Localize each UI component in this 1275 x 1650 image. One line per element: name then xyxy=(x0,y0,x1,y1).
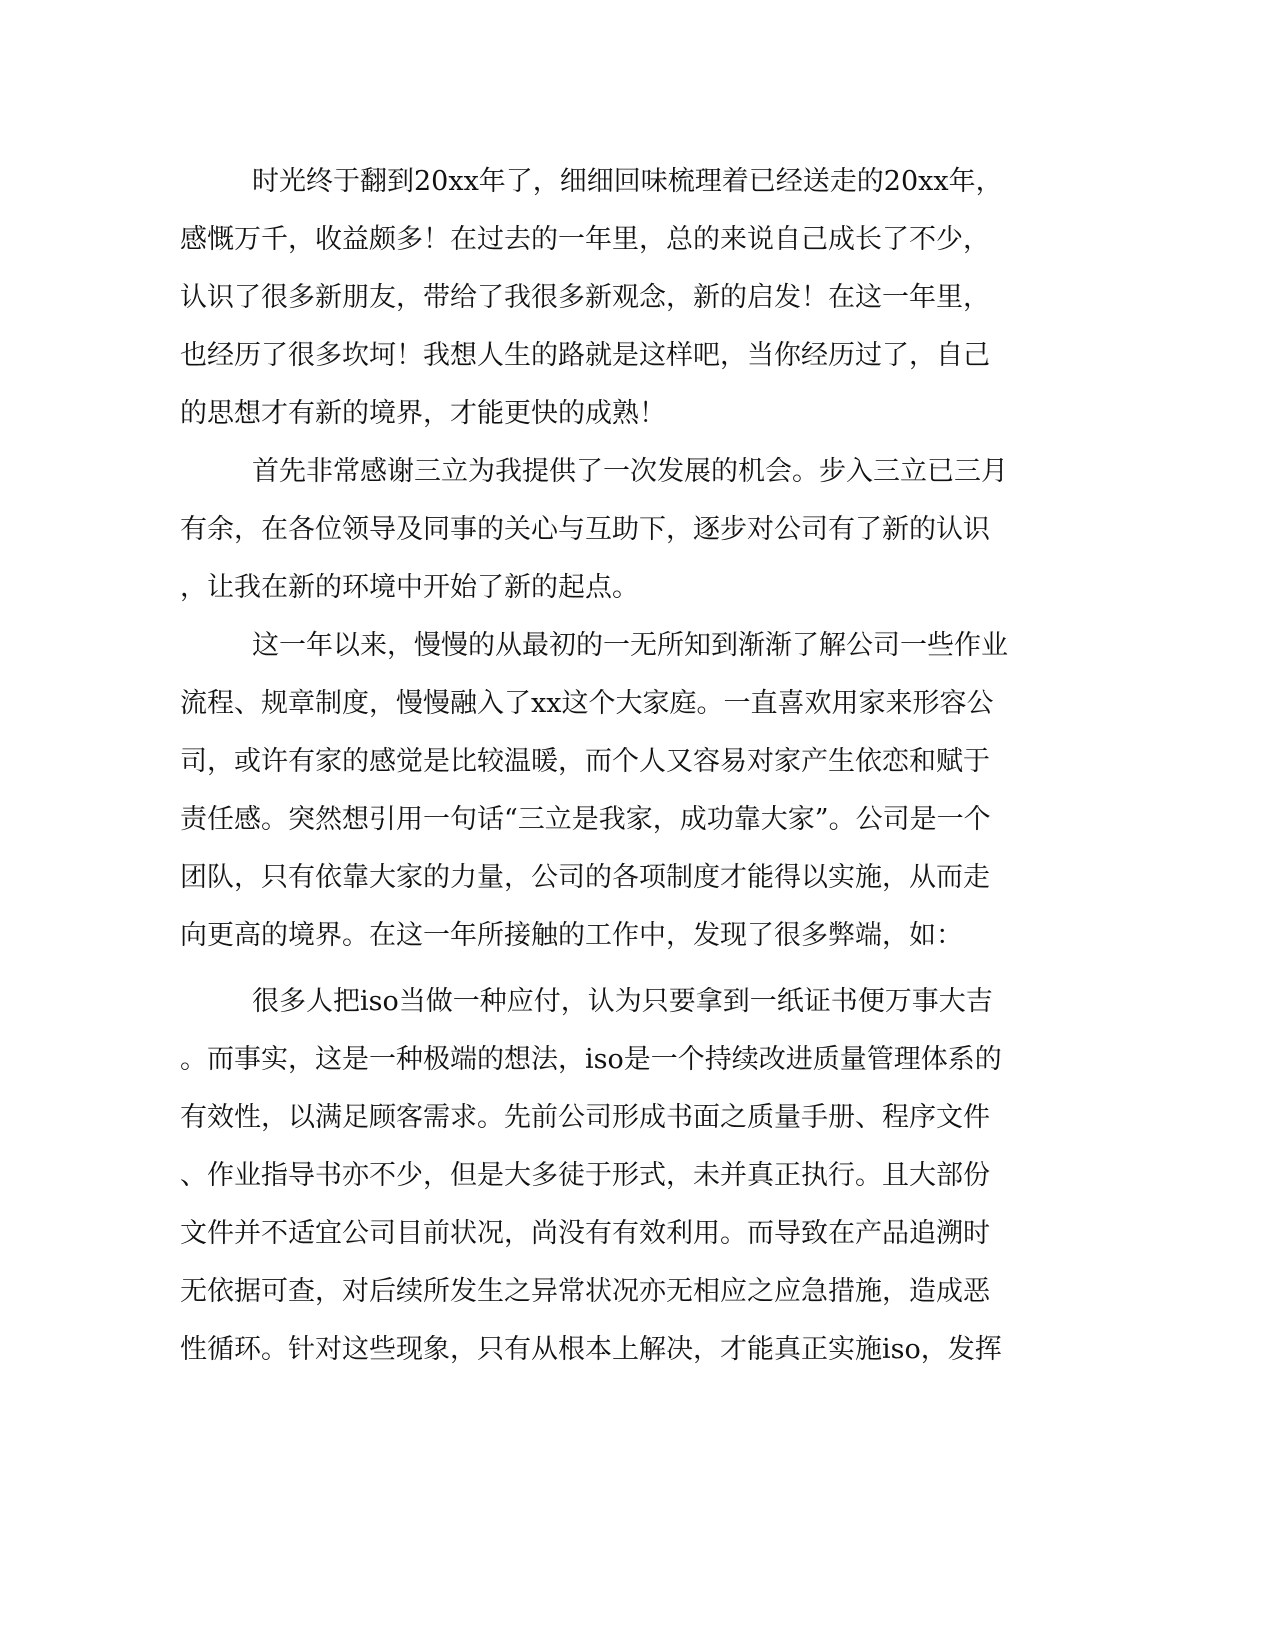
line-text: 流程、规章制度，慢慢融入了xx这个大家庭。一直喜欢用家来形容公 xyxy=(180,688,994,719)
paragraph-line xyxy=(0,800,1275,840)
paragraph-line xyxy=(0,684,1275,724)
paragraph-line xyxy=(0,1214,1275,1254)
line-text: 。而事实，这是一种极端的想法，iso是一个持续改进质量管理体系的 xyxy=(180,1044,1002,1075)
line-text: 也经历了很多坎坷！我想人生的路就是这样吧，当你经历过了，自己 xyxy=(180,340,990,371)
paragraph-line xyxy=(0,394,1275,434)
line-text: 首先非常感谢三立为我提供了一次发展的机会。步入三立已三月 xyxy=(252,456,1008,487)
line-text: ，让我在新的环境中开始了新的起点。 xyxy=(180,572,639,603)
paragraph-line xyxy=(0,1040,1275,1080)
paragraph-line xyxy=(0,568,1275,608)
line-text: 向更高的境界。在这一年所接触的工作中，发现了很多弊端，如： xyxy=(180,920,963,951)
paragraph-line xyxy=(0,916,1275,956)
paragraph-line xyxy=(0,220,1275,260)
line-text: 文件并不适宜公司目前状况，尚没有有效利用。而导致在产品追溯时 xyxy=(180,1218,990,1249)
paragraph-line xyxy=(0,278,1275,318)
line-text: 司，或许有家的感觉是比较温暖，而个人又容易对家产生依恋和赋于 xyxy=(180,746,990,777)
paragraph-line xyxy=(0,1098,1275,1138)
line-text: 责任感。突然想引用一句话“三立是我家，成功靠大家”。公司是一个 xyxy=(180,804,991,835)
line-text: 时光终于翻到20xx年了，细细回味梳理着已经送走的20xx年， xyxy=(252,166,1003,197)
line-text: 无依据可查，对后续所发生之异常状况亦无相应之应急措施，造成恶 xyxy=(180,1276,990,1307)
line-text: 很多人把iso当做一种应付，认为只要拿到一纸证书便万事大吉 xyxy=(252,986,993,1017)
paragraph-line xyxy=(0,742,1275,782)
paragraph-line xyxy=(0,336,1275,376)
paragraph-line xyxy=(0,1156,1275,1196)
paragraph-line xyxy=(0,1330,1275,1370)
paragraph-line xyxy=(0,626,1275,666)
line-text: 感慨万千，收益颇多！在过去的一年里，总的来说自己成长了不少， xyxy=(180,224,990,255)
line-text: 团队，只有依靠大家的力量，公司的各项制度才能得以实施，从而走 xyxy=(180,862,990,893)
paragraph-line xyxy=(0,452,1275,492)
line-text: 的思想才有新的境界，才能更快的成熟！ xyxy=(180,398,666,429)
line-text: 性循环。针对这些现象，只有从根本上解决，才能真正实施iso，发挥 xyxy=(180,1334,1002,1365)
line-text: 有余，在各位领导及同事的关心与互助下，逐步对公司有了新的认识 xyxy=(180,514,990,545)
line-text: 、作业指导书亦不少，但是大多徒于形式，未并真正执行。且大部份 xyxy=(180,1160,990,1191)
line-text: 有效性，以满足顾客需求。先前公司形成书面之质量手册、程序文件 xyxy=(180,1102,990,1133)
paragraph-line xyxy=(0,982,1275,1022)
paragraph-line xyxy=(0,162,1275,202)
paragraph-line xyxy=(0,510,1275,550)
paragraph-line xyxy=(0,858,1275,898)
line-text: 这一年以来，慢慢的从最初的一无所知到渐渐了解公司一些作业 xyxy=(252,630,1008,661)
paragraph-line xyxy=(0,1272,1275,1312)
line-text: 认识了很多新朋友，带给了我很多新观念，新的启发！在这一年里， xyxy=(180,282,990,313)
